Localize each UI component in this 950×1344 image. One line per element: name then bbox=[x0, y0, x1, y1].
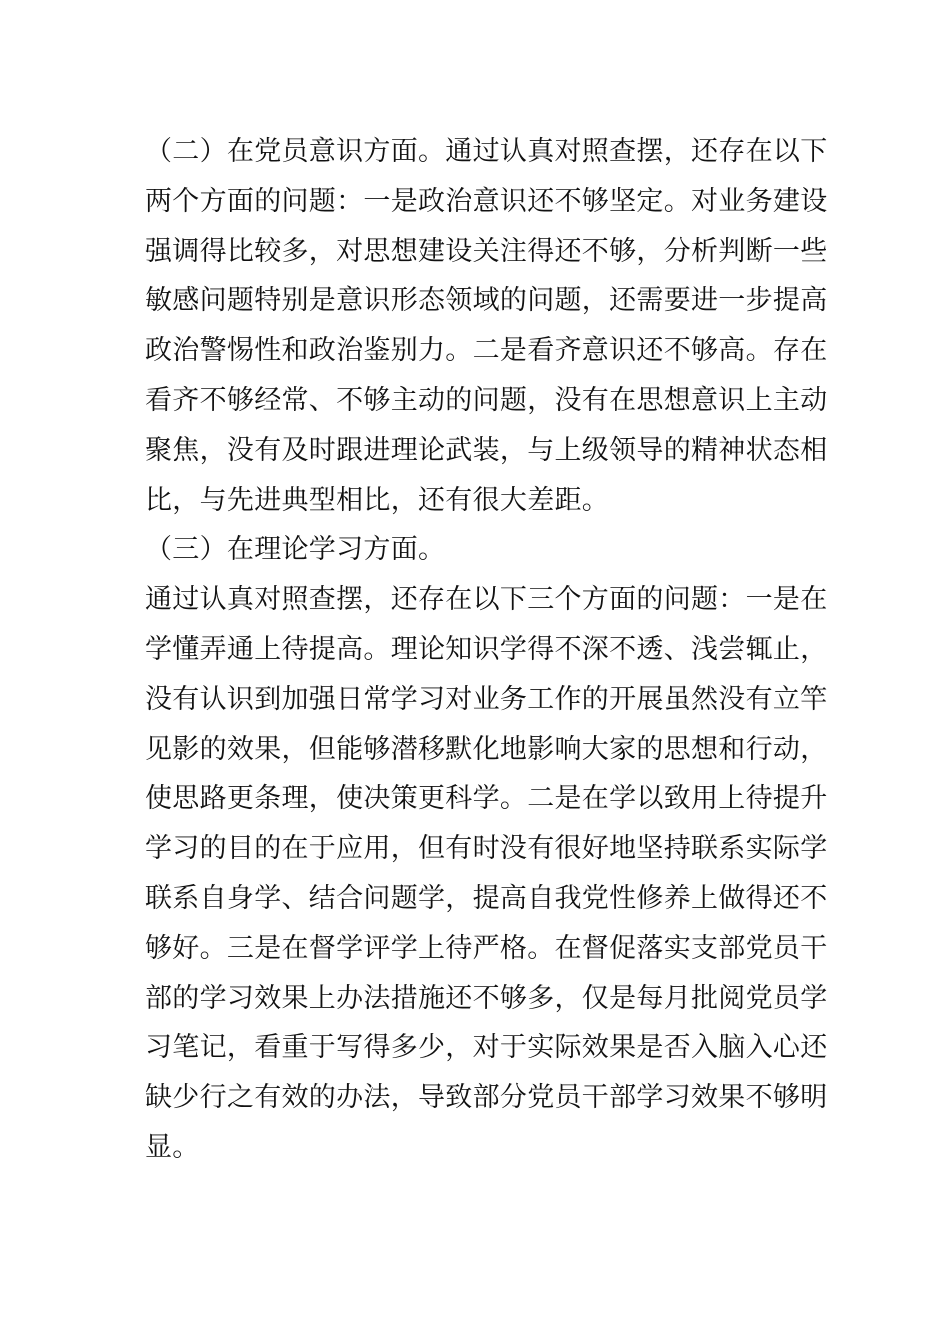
text-line: 缺少行之有效的办法，导致部分党员干部学习效果不够明 bbox=[145, 1082, 828, 1114]
text-line: （二）在党员意识方面。通过认真对照查摆，还存在以下 bbox=[145, 136, 828, 167]
text-line: 看齐不够经常、不够主动的问题，没有在思想意识上主动 bbox=[145, 384, 828, 416]
text-line: 见影的效果，但能够潜移默化地影响大家的思想和行动， bbox=[145, 733, 828, 765]
text-line: 部的学习效果上办法措施还不够多，仅是每月批阅党员学 bbox=[145, 982, 828, 1014]
text-line: 两个方面的问题：一是政治意识还不够坚定。对业务建设 bbox=[145, 185, 828, 217]
text-line: 敏感问题特别是意识形态领域的问题，还需要进一步提高 bbox=[145, 285, 828, 317]
text-line: 联系自身学、结合问题学，提高自我党性修养上做得还不 bbox=[145, 882, 828, 914]
text-line: 通过认真对照查摆，还存在以下三个方面的问题：一是在 bbox=[145, 584, 828, 616]
text-line: 没有认识到加强日常学习对业务工作的开展虽然没有立竿 bbox=[145, 683, 828, 715]
text-line: 强调得比较多，对思想建设关注得还不够，分析判断一些 bbox=[145, 235, 828, 267]
text-line: 学习的目的在于应用，但有时没有很好地坚持联系实际学 bbox=[145, 833, 828, 865]
section-heading-3: （三）在理论学习方面。 bbox=[145, 534, 446, 566]
text-line: 学懂弄通上待提高。理论知识学得不深不透、浅尝辄止， bbox=[145, 633, 828, 665]
document-body bbox=[145, 127, 828, 1173]
text-line: 够好。三是在督学评学上待严格。在督促落实支部党员干 bbox=[145, 932, 828, 964]
text-line: 显。 bbox=[145, 1131, 200, 1163]
text-line: 政治警惕性和政治鉴别力。二是看齐意识还不够高。存在 bbox=[145, 335, 828, 367]
text-line: 比，与先进典型相比，还有很大差距。 bbox=[145, 484, 610, 516]
text-line: 使思路更条理，使决策更科学。二是在学以致用上待提升 bbox=[145, 783, 828, 815]
text-line: 习笔记，看重于写得多少，对于实际效果是否入脑入心还 bbox=[145, 1032, 828, 1064]
text-line: 聚焦，没有及时跟进理论武装，与上级领导的精神状态相 bbox=[145, 434, 828, 466]
